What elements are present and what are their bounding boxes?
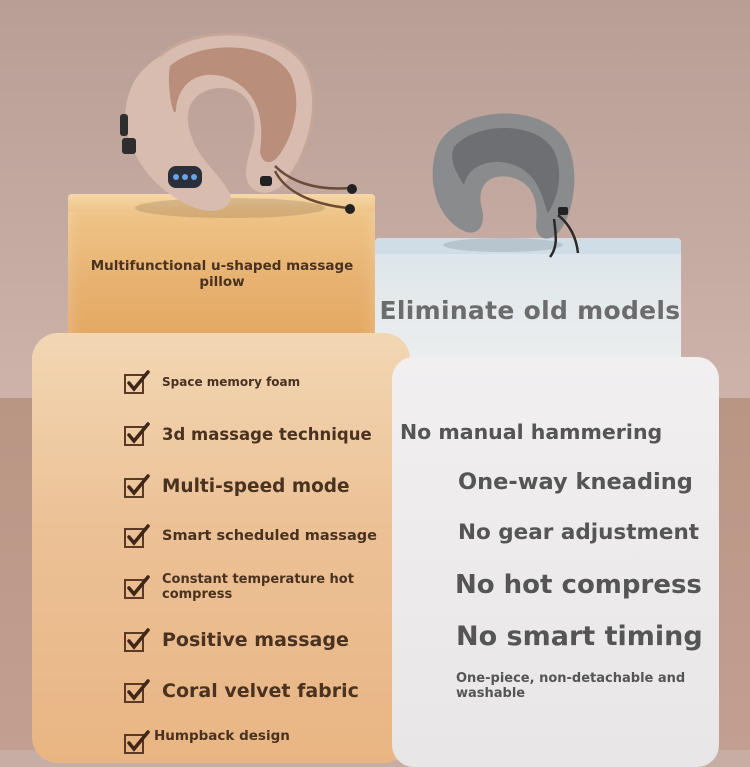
feature-item <box>124 572 372 602</box>
feature-item <box>124 679 359 703</box>
feature-label: Positive massage <box>162 628 349 651</box>
checkbox-check-icon <box>124 679 150 703</box>
feature-label: Multi-speed mode <box>162 475 350 497</box>
feature-item <box>124 370 300 394</box>
feature-item <box>124 524 377 548</box>
massage-pillow-image <box>100 26 370 226</box>
drawback-label: No hot compress <box>455 570 702 600</box>
drawback-label: No manual hammering <box>400 420 663 444</box>
feature-label: Constant temperature hot compress <box>162 572 354 602</box>
checkbox-check-icon <box>124 575 150 599</box>
feature-item <box>124 628 349 652</box>
drawback-label: No gear adjustment <box>458 520 700 545</box>
checkbox-check-icon <box>124 370 150 394</box>
feature-label: Space memory foam <box>162 374 301 389</box>
drawback-label: No smart timing <box>456 621 703 652</box>
checkbox-check-icon <box>124 422 150 446</box>
drawback-label: One-way kneading <box>458 469 693 495</box>
drawback-label: One-piece, non-detachable and washable <box>456 671 686 701</box>
feature-item <box>124 727 290 754</box>
feature-label: Coral velvet fabric <box>162 679 359 702</box>
feature-item <box>124 474 350 498</box>
feature-label: Humpback design <box>154 727 290 744</box>
podium-left-title: Multifunctional u-shaped massage pillow <box>90 258 354 290</box>
checkbox-check-icon <box>124 524 150 548</box>
old-models-panel <box>392 357 719 767</box>
old-pillow-image <box>418 105 598 265</box>
checkbox-check-icon <box>124 628 150 652</box>
checkbox-check-icon <box>124 474 150 498</box>
feature-label: Smart scheduled massage <box>162 527 377 544</box>
feature-label: 3d massage technique <box>162 424 372 444</box>
podium-right-title: Eliminate old models <box>379 296 681 325</box>
feature-item <box>124 422 372 446</box>
checkbox-check-icon <box>124 730 150 754</box>
